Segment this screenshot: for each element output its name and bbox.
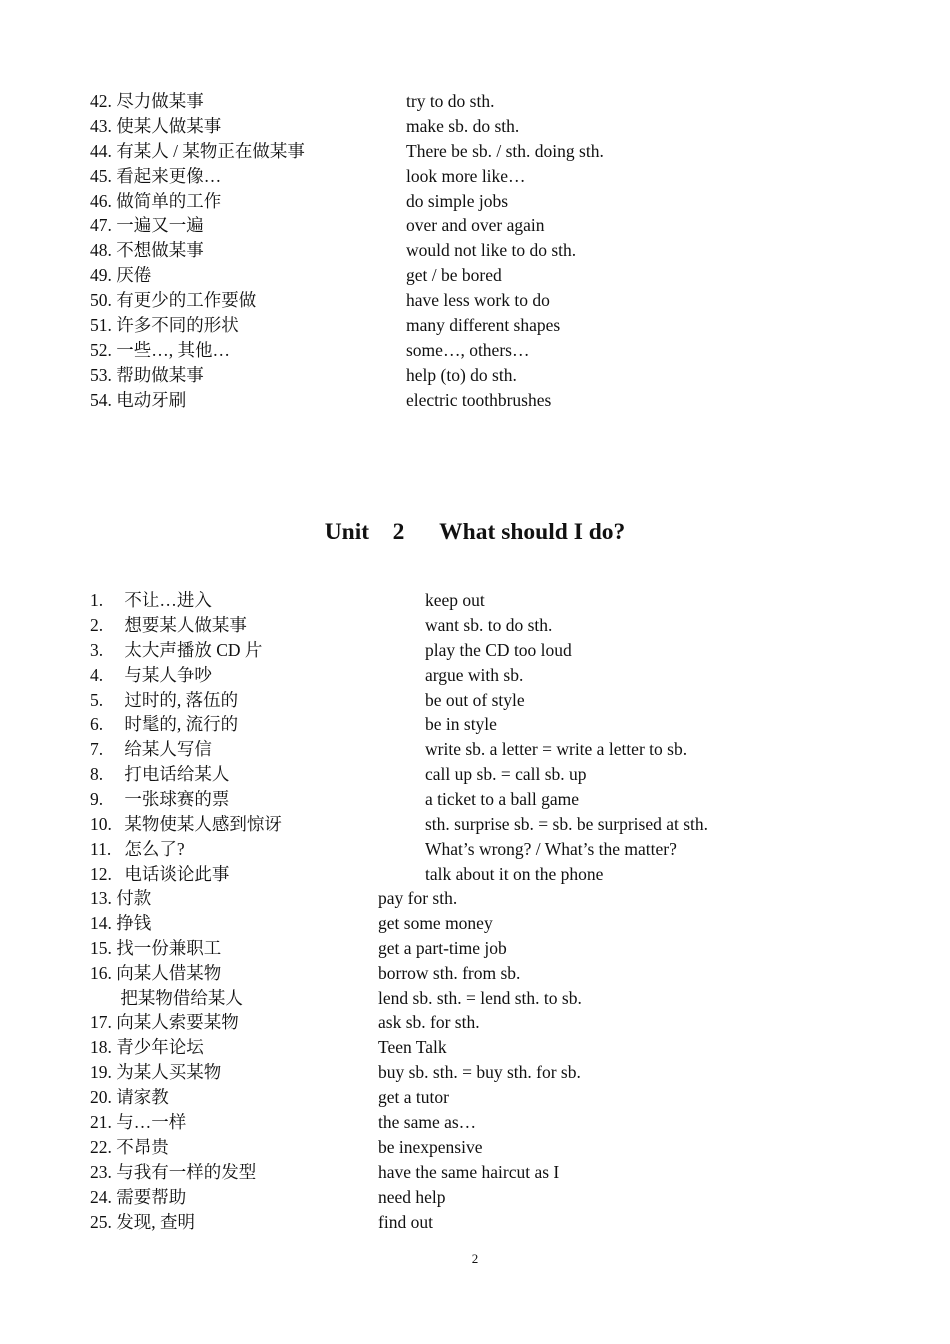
vocab-chinese (90, 263, 151, 288)
vocab-chinese (90, 1010, 239, 1035)
vocab-chinese-text: 打电话给某人 (124, 764, 230, 785)
vocab-english: find out (378, 1211, 433, 1232)
vocab-english: write sb. a letter = write a letter to sb. (425, 739, 688, 760)
vocab-chinese-text: 电动牙刷 (116, 389, 187, 410)
vocab-chinese (90, 1210, 195, 1235)
vocab-number: 13. (90, 888, 112, 908)
vocab-english: be in style (425, 714, 497, 735)
vocab-number: 20. (90, 1087, 112, 1108)
vocab-chinese-text: 找一份兼职工 (116, 937, 222, 958)
vocab-english: There be sb. / sth. doing sth. (406, 140, 604, 161)
vocab-chinese (90, 737, 212, 762)
vocab-english: have the same haircut as I (378, 1161, 560, 1182)
vocab-chinese-text: 与某人争吵 (124, 664, 212, 685)
vocab-chinese (90, 986, 243, 1011)
vocab-english: help (to) do sth. (406, 364, 517, 385)
vocab-chinese (90, 1110, 186, 1135)
vocab-chinese-text: 做简单的工作 (116, 190, 222, 211)
vocab-number: 1. (90, 590, 104, 610)
vocab-number: 14. (90, 912, 112, 933)
vocab-chinese (90, 837, 185, 862)
vocab-chinese-text: 厌倦 (116, 265, 152, 286)
vocab-number: 4. (90, 664, 104, 685)
vocab-chinese (90, 238, 204, 263)
vocab-chinese (90, 812, 282, 837)
vocab-number: 44. (90, 140, 112, 161)
vocab-chinese (90, 787, 229, 812)
vocab-chinese-text: 怎么了? (124, 838, 185, 859)
vocab-number: 15. (90, 937, 112, 958)
vocab-chinese (90, 886, 151, 911)
vocab-chinese (90, 663, 212, 688)
vocab-chinese-text: 太大声播放 CD 片 (124, 639, 263, 660)
vocab-english: keep out (425, 590, 485, 610)
page-number: 2 (471, 1251, 479, 1266)
vocab-number: 25. (90, 1211, 112, 1232)
vocab-number: 6. (90, 714, 104, 735)
vocab-chinese-text: 许多不同的形状 (116, 315, 239, 336)
vocab-number: 9. (90, 789, 104, 810)
vocab-english: would not like to do sth. (406, 240, 577, 261)
vocab-chinese-text: 尽力做某事 (116, 91, 204, 111)
vocab-chinese-text: 时髦的, 流行的 (124, 714, 239, 735)
vocab-english: over and over again (406, 215, 545, 236)
vocab-number: 24. (90, 1186, 112, 1207)
vocab-chinese-text: 向某人借某物 (116, 962, 222, 983)
vocab-chinese-text: 需要帮助 (116, 1186, 187, 1207)
vocab-chinese-text: 不昂贵 (116, 1136, 169, 1157)
vocab-chinese-text: 请家教 (116, 1087, 169, 1108)
vocab-english: What’s wrong? / What’s the matter? (425, 838, 677, 859)
vocab-english: play the CD too loud (425, 639, 572, 660)
vocab-english: argue with sb. (425, 664, 524, 685)
vocab-chinese (90, 1135, 169, 1160)
vocab-english: try to do sth. (406, 91, 495, 111)
vocab-chinese-text: 使某人做某事 (116, 115, 222, 136)
vocab-chinese-text: 挣钱 (116, 912, 152, 933)
vocab-chinese (90, 338, 230, 363)
vocab-number: 45. (90, 165, 112, 186)
vocab-chinese (90, 213, 204, 238)
vocab-number: 3. (90, 639, 104, 660)
vocab-chinese (90, 712, 238, 737)
vocab-chinese (90, 911, 151, 936)
vocab-english: be out of style (425, 689, 525, 710)
vocab-chinese (90, 1060, 221, 1085)
vocab-number: 23. (90, 1161, 112, 1182)
vocab-chinese-text: 某物使某人感到惊讶 (124, 814, 282, 835)
vocab-chinese (90, 1160, 256, 1185)
vocab-chinese-text: 向某人索要某物 (116, 1012, 239, 1033)
vocab-chinese-text: 一些…, 其他… (116, 339, 230, 360)
vocab-english: lend sb. sth. = lend sth. to sb. (378, 987, 582, 1008)
vocab-chinese-text: 过时的, 落伍的 (124, 689, 239, 710)
vocab-english: want sb. to do sth. (425, 614, 553, 635)
vocab-chinese (90, 313, 239, 338)
vocab-chinese-text: 一遍又一遍 (116, 215, 204, 236)
vocab-english: call up sb. = call sb. up (425, 764, 587, 785)
vocab-chinese (90, 688, 238, 713)
vocab-chinese-text: 青少年论坛 (116, 1037, 204, 1058)
vocab-number: 54. (90, 389, 112, 410)
vocab-chinese (90, 862, 229, 887)
vocab-number: 53. (90, 364, 112, 385)
vocab-number: 12. (90, 863, 112, 884)
vocab-chinese (90, 288, 256, 313)
vocab-chinese-text: 有更少的工作要做 (116, 290, 257, 311)
vocab-number: 51. (90, 315, 112, 336)
vocab-chinese-text: 与…一样 (116, 1112, 187, 1133)
vocab-chinese (90, 1185, 186, 1210)
vocab-chinese (90, 164, 221, 189)
vocab-english: some…, others… (406, 339, 530, 360)
vocab-number: 48. (90, 240, 112, 261)
vocab-english: the same as… (378, 1112, 477, 1133)
vocab-number: 19. (90, 1062, 112, 1083)
vocab-english: electric toothbrushes (406, 389, 552, 410)
vocab-number: 10. (90, 814, 112, 835)
vocab-number: 2. (90, 614, 104, 635)
vocab-chinese (90, 89, 204, 114)
vocab-english: make sb. do sth. (406, 115, 520, 136)
vocab-chinese-text: 一张球赛的票 (124, 789, 230, 810)
vocab-english: get some money (378, 912, 493, 933)
vocab-chinese-text: 与我有一样的发型 (116, 1161, 257, 1182)
vocab-chinese-text: 不想做某事 (116, 240, 204, 261)
vocab-number: 52. (90, 339, 112, 360)
vocab-chinese-text: 为某人买某物 (116, 1062, 222, 1083)
vocab-english: be inexpensive (378, 1136, 483, 1157)
vocab-english: look more like… (406, 165, 526, 186)
vocab-chinese-text: 看起来更像… (116, 165, 222, 186)
vocab-number: 16. (90, 962, 112, 983)
vocab-chinese (90, 1085, 169, 1110)
vocab-number: 8. (90, 764, 104, 785)
vocab-english: Teen Talk (378, 1037, 447, 1058)
vocab-chinese (90, 638, 262, 663)
vocab-chinese (90, 114, 221, 139)
vocab-number: 49. (90, 265, 112, 286)
vocab-number: 47. (90, 215, 112, 236)
vocab-chinese-text: 电话谈论此事 (124, 863, 230, 884)
vocab-chinese (90, 762, 229, 787)
vocab-chinese-text: 发现, 查明 (116, 1211, 195, 1232)
vocab-english: buy sb. sth. = buy sth. for sb. (378, 1062, 581, 1083)
vocab-number: 21. (90, 1112, 112, 1133)
vocab-number: 46. (90, 190, 112, 211)
vocab-english: talk about it on the phone (425, 863, 604, 884)
unit-heading: Unit 2 What should I do? (324, 519, 626, 545)
vocab-chinese-text: 有某人 / 某物正在做某事 (116, 140, 305, 161)
vocab-english: need help (378, 1186, 446, 1207)
vocab-chinese-text: 帮助做某事 (116, 364, 204, 385)
vocab-chinese (90, 1035, 204, 1060)
vocab-english: a ticket to a ball game (425, 789, 580, 810)
vocab-chinese (90, 189, 221, 214)
vocab-chinese (90, 613, 247, 638)
vocab-english: get / be bored (406, 265, 502, 286)
vocab-chinese (90, 961, 221, 986)
vocab-chinese-text: 不让…进入 (124, 590, 212, 610)
vocab-chinese (90, 388, 186, 413)
vocab-chinese (90, 936, 221, 961)
vocab-chinese (90, 588, 212, 613)
vocab-english: borrow sth. from sb. (378, 962, 521, 983)
vocab-number: 5. (90, 689, 104, 710)
vocab-english: do simple jobs (406, 190, 509, 211)
vocab-chinese (90, 363, 204, 388)
vocab-chinese-text: 给某人写信 (124, 739, 212, 760)
vocab-number: 11. (90, 838, 112, 859)
vocab-english: sth. surprise sb. = sb. be surprised at sth. (425, 814, 709, 835)
vocab-number: 22. (90, 1136, 112, 1157)
vocab-number: 7. (90, 739, 104, 760)
vocab-english: get a tutor (378, 1087, 449, 1108)
vocab-number: 17. (90, 1012, 112, 1033)
vocab-chinese-text: 付款 (116, 888, 152, 908)
vocab-number: 18. (90, 1037, 112, 1058)
vocab-english: have less work to do (406, 290, 550, 311)
vocab-chinese-text: 想要某人做某事 (124, 614, 247, 635)
vocab-english: many different shapes (406, 315, 561, 336)
vocab-chinese-text: 把某物借给某人 (120, 987, 243, 1008)
vocab-chinese (90, 139, 305, 164)
vocab-number: 42. (90, 91, 112, 111)
vocab-number: 50. (90, 290, 112, 311)
vocab-english: get a part-time job (378, 937, 507, 958)
vocab-english: ask sb. for sth. (378, 1012, 480, 1033)
vocab-english: pay for sth. (378, 888, 458, 908)
vocab-number: 43. (90, 115, 112, 136)
